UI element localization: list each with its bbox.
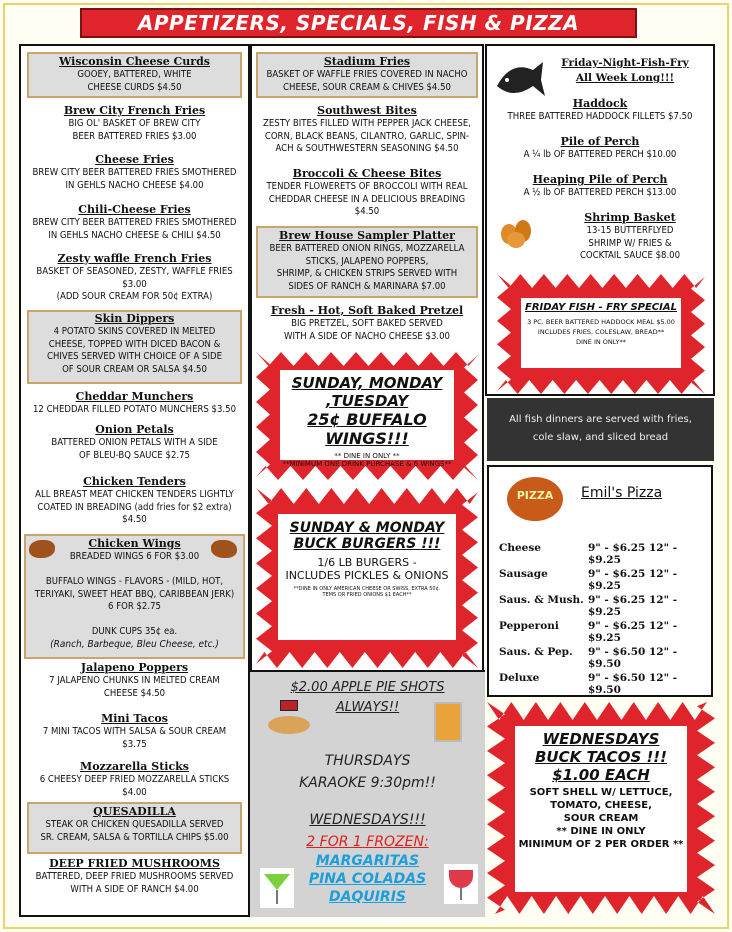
drink-item: PINA COLADAS — [308, 871, 427, 887]
menu-item-desc: BREW CITY BEER BATTERED FRIES SMOTHERED IN GEHLS NACHO CHEESE & CHILI $4.50 — [32, 217, 237, 241]
fish-item-name: Pile of Perch — [560, 135, 640, 148]
menu-item-desc: BEER BATTERED ONION RINGS, MOZZARELLA STICKS, JALAPENO POPPERS, SHRIMP, & CHICKEN STRIPS SERVED WITH SIDES OF RANCH & MARINARA $7.00 — [269, 243, 465, 292]
drink-item: DAQUIRIS — [328, 889, 406, 905]
pizza-price: 9" - $6.25 12" - $9.25 — [588, 620, 678, 644]
menu-item-name: Cheese Fries — [95, 153, 174, 166]
pizza-name: Cheese — [499, 542, 541, 554]
fish-item — [487, 96, 713, 124]
menu-item-name: Zesty waffle French Fries — [57, 252, 212, 265]
fish-dinner-note: All fish dinners are served with fries, cole slaw, and sliced bread — [487, 398, 714, 461]
special-title: BUCK TACOS !!! — [535, 748, 667, 766]
menu-item-desc: TENDER FLOWERETS OF BROCCOLI WITH REAL CHEDDAR CHEESE IN A DELICIOUS BREADING $4.50 — [266, 181, 468, 217]
menu-item-desc: BASKET OF WAFFLE FRIES COVERED IN NACHO CHEESE, SOUR CREAM & CHIVES $4.50 — [266, 69, 468, 93]
menu-item-name: Chicken Tenders — [83, 475, 186, 488]
menu-item — [252, 303, 482, 343]
menu-item-name: Onion Petals — [95, 423, 174, 436]
menu-item-extra: (Ranch, Barbeque, Bleu Cheese, etc.) — [50, 638, 219, 650]
pizza-name: Sausage — [499, 568, 548, 580]
menu-item-desc: ALL BREAST MEAT CHICKEN TENDERS LIGHTLY COATED IN BREADING (add fries for $2 extra) $4.50 — [35, 489, 234, 525]
pizza-row — [499, 620, 705, 644]
special-line: 1/6 LB BURGERS - — [317, 556, 417, 569]
pizza-price: 9" - $6.25 12" - $9.25 — [588, 568, 678, 592]
pizza-row — [499, 542, 705, 566]
drink-item: MARGARITAS — [315, 853, 420, 869]
menu-item — [21, 389, 248, 417]
menu-item-desc: 7 JALAPENO CHUNKS IN MELTED CREAM CHEESE $4.50 — [49, 675, 220, 699]
menu-item-name: DEEP FRIED MUSHROOMS — [49, 857, 220, 870]
wings-special — [256, 352, 478, 480]
menu-item — [21, 856, 248, 896]
pizza-row — [499, 568, 705, 592]
menu-item-desc: BATTERED, DEEP FRIED MUSHROOMS SERVED WITH A SIDE OF RANCH $4.00 — [35, 871, 234, 895]
fish-item-desc: A ¼ lb OF BATTERED PERCH $10.00 — [523, 149, 677, 160]
menu-item — [21, 103, 248, 143]
menu-item — [21, 251, 248, 304]
menu-item-name: Jalapeno Poppers — [80, 661, 189, 674]
fish-item — [547, 210, 713, 263]
apple-pie-shots: $2.00 APPLE PIE SHOTS ALWAYS!! — [290, 680, 445, 715]
menu-item — [21, 474, 248, 527]
menu-item-name: Chili-Cheese Fries — [78, 203, 191, 216]
menu-item-desc: GOOEY, BATTERED, WHITE CHEESE CURDS $4.50 — [77, 69, 192, 93]
burgers-special — [256, 488, 478, 668]
page-banner: APPETIZERS, SPECIALS, FISH & PIZZA — [80, 8, 637, 38]
menu-item-desc: BIG PRETZEL, SOFT BAKED SERVED WITH A SIDE OF NACHO CHEESE $3.00 — [284, 318, 450, 342]
menu-item-desc: BIG OL' BASKET OF BREW CITY BEER BATTERED FRIES $3.00 — [68, 118, 201, 142]
menu-item-desc: STEAK OR CHICKEN QUESADILLA SERVED SR. CREAM, SALSA & TORTILLA CHIPS $5.00 — [40, 819, 229, 843]
special-title: FRIDAY FISH - FRY SPECIAL — [525, 302, 677, 313]
menu-item-desc: 4 POTATO SKINS COVERED IN MELTED CHEESE, TOPPED WITH DICED BACON & CHIVES SERVED WITH CHOICE OF A SIDE OF SOUR CREAM OR SALSA $4.50 — [47, 326, 222, 375]
margarita-icon — [260, 868, 294, 908]
menu-item — [21, 536, 248, 651]
special-note: ** DINE IN ONLY ** — [334, 452, 400, 460]
drink-specials-panel — [250, 670, 485, 917]
menu-item — [21, 711, 248, 751]
menu-item-desc: BREW CITY BEER BATTERED FRIES SMOTHERED IN GEHLS NACHO CHEESE $4.00 — [32, 167, 237, 191]
fish-item-desc: THREE BATTERED HADDOCK FILLETS $7.50 — [507, 111, 693, 122]
pizza-name: Pepperoni — [499, 620, 559, 632]
shot-glass-icon — [434, 702, 462, 742]
special-note: **MINIMUM ONE DRINK PURCHASE & 6 WINGS** — [282, 460, 452, 468]
menu-item-name: Brew House Sampler Platter — [279, 229, 455, 242]
pizza-row — [499, 594, 705, 618]
pizza-price: 9" - $6.50 12" - $9.50 — [588, 672, 678, 696]
frozen-drink-icon — [444, 864, 478, 904]
menu-item — [21, 422, 248, 462]
menu-item-name: Stadium Fries — [323, 55, 411, 68]
pizza-price: 9" - $6.25 12" - $9.25 — [588, 594, 678, 618]
special-fine-print: **DINE IN ONLY AMERICAN CHEESE OR SWISS, EXTRA 50¢. TEMS OR FRIED ONIONS $1 EACH** — [293, 586, 441, 598]
pizza-row — [499, 646, 705, 670]
fish-item — [487, 172, 713, 200]
menu-item — [21, 759, 248, 799]
friday-fish-special — [497, 274, 705, 394]
menu-item-desc: BREADED WINGS 6 FOR $3.00 BUFFALO WINGS - FLAVORS - (MILD, HOT, TERIYAKI, SWEET HEAT BBQ, CARIBBEAN JERK) 6 FOR $2.75 DUNK CUPS 35¢ ea. — [34, 551, 235, 637]
fish-item — [487, 134, 713, 162]
special-line: INCLUDES PICKLES & ONIONS — [285, 569, 449, 582]
menu-item-desc: ZESTY BITES FILLED WITH PEPPER JACK CHEESE, CORN, BLACK BEANS, CILANTRO, GARLIC, SPIN- ACH & SOUTHWESTERN SEASONING $4.50 — [263, 118, 471, 154]
fish-item-desc: 13-15 BUTTERFLYED SHRIMP W/ FRIES & COCKTAIL SAUCE $8.00 — [579, 225, 681, 261]
two-for-one-frozen: 2 FOR 1 FROZEN: — [306, 834, 429, 850]
menu-item — [21, 660, 248, 700]
shrimp-icon — [497, 214, 539, 250]
pizza-name: Saus. & Pep. — [499, 646, 573, 658]
menu-item — [252, 54, 482, 94]
menu-item-desc: BASKET OF SEASONED, ZESTY, WAFFLE FRIES $3.00 (ADD SOUR CREAM FOR 50¢ EXTRA) — [36, 266, 233, 302]
fish-item-name: Heaping Pile of Perch — [532, 173, 668, 186]
menu-item — [21, 311, 248, 376]
menu-item — [252, 228, 482, 293]
menu-item-desc: 12 CHEDDAR FILLED POTATO MUNCHERS $3.50 — [32, 404, 237, 415]
fish-fry-section — [485, 44, 715, 396]
pizza-title: Emil's Pizza — [581, 485, 663, 501]
special-title: WEDNESDAYS — [542, 730, 660, 748]
menu-item-name: Mini Tacos — [101, 712, 168, 725]
special-title: SUNDAY, MONDAY ,TUESDAY — [291, 374, 443, 410]
appetizer-column-1 — [19, 44, 250, 917]
menu-item-desc: 6 CHEESY DEEP FRIED MOZZARELLA STICKS $4.00 — [39, 774, 230, 798]
special-desc: 3 PC. BEER BATTERED HADDOCK MEAL $5.00 INCLUDES FRIES, COLESLAW, BREAD** DINE IN ONLY** — [527, 318, 675, 346]
tacos-special — [487, 702, 715, 914]
special-desc: SOFT SHELL W/ LETTUCE, TOMATO, CHEESE, SOUR CREAM ** DINE IN ONLY MINIMUM OF 2 PER ORDER ** — [518, 787, 684, 850]
menu-item-name: Mozzarella Sticks — [80, 760, 189, 773]
menu-item — [252, 166, 482, 219]
pizza-logo: PIZZA — [507, 477, 563, 521]
special-title: BUCK BURGERS !!! — [293, 536, 441, 552]
special-title: $1.00 EACH — [552, 766, 650, 784]
special-title: SUNDAY & MONDAY — [289, 520, 445, 536]
menu-item-name: QUESADILLA — [93, 805, 176, 818]
fish-item-desc: A ½ lb OF BATTERED PERCH $13.00 — [523, 187, 677, 198]
fish-item-name: Shrimp Basket — [584, 211, 676, 224]
fish-item-name: Haddock — [572, 97, 628, 110]
apple-pie-icon — [268, 700, 310, 738]
special-title: 25¢ BUFFALO WINGS!!! — [307, 410, 427, 448]
wednesday-drinks-title: WEDNESDAYS!!! — [309, 812, 426, 828]
menu-item-name: Cheddar Munchers — [75, 390, 194, 403]
pizza-name: Saus. & Mush. — [499, 594, 584, 606]
karaoke-special: THURSDAYS KARAOKE 9:30pm!! — [299, 753, 436, 791]
menu-item-name: Fresh - Hot, Soft Baked Pretzel — [270, 304, 464, 317]
pizza-name: Deluxe — [499, 672, 540, 684]
menu-item — [21, 804, 248, 844]
menu-item-desc: 7 MINI TACOS WITH SALSA & SOUR CREAM $3.75 — [42, 726, 227, 750]
menu-item — [252, 103, 482, 156]
pizza-price: 9" - $6.25 12" - $9.25 — [588, 542, 678, 566]
menu-item — [21, 54, 248, 94]
pizza-section — [487, 465, 713, 697]
menu-item-name: Chicken Wings — [88, 537, 181, 550]
fish-fry-header: Friday-Night-Fish-Fry All Week Long!!! — [561, 57, 689, 84]
menu-item-name: Skin Dippers — [94, 312, 175, 325]
pizza-row — [499, 672, 705, 696]
menu-item-name: Wisconsin Cheese Curds — [59, 55, 210, 68]
menu-item-name: Brew City French Fries — [63, 104, 206, 117]
menu-item-desc: BATTERED ONION PETALS WITH A SIDE OF BLEU-BQ SAUCE $2.75 — [51, 437, 218, 461]
pizza-price: 9" - $6.50 12" - $9.50 — [588, 646, 678, 670]
menu-item-name: Broccoli & Cheese Bites — [292, 167, 442, 180]
menu-item — [21, 152, 248, 192]
menu-item-name: Southwest Bites — [317, 104, 417, 117]
menu-item — [21, 202, 248, 242]
